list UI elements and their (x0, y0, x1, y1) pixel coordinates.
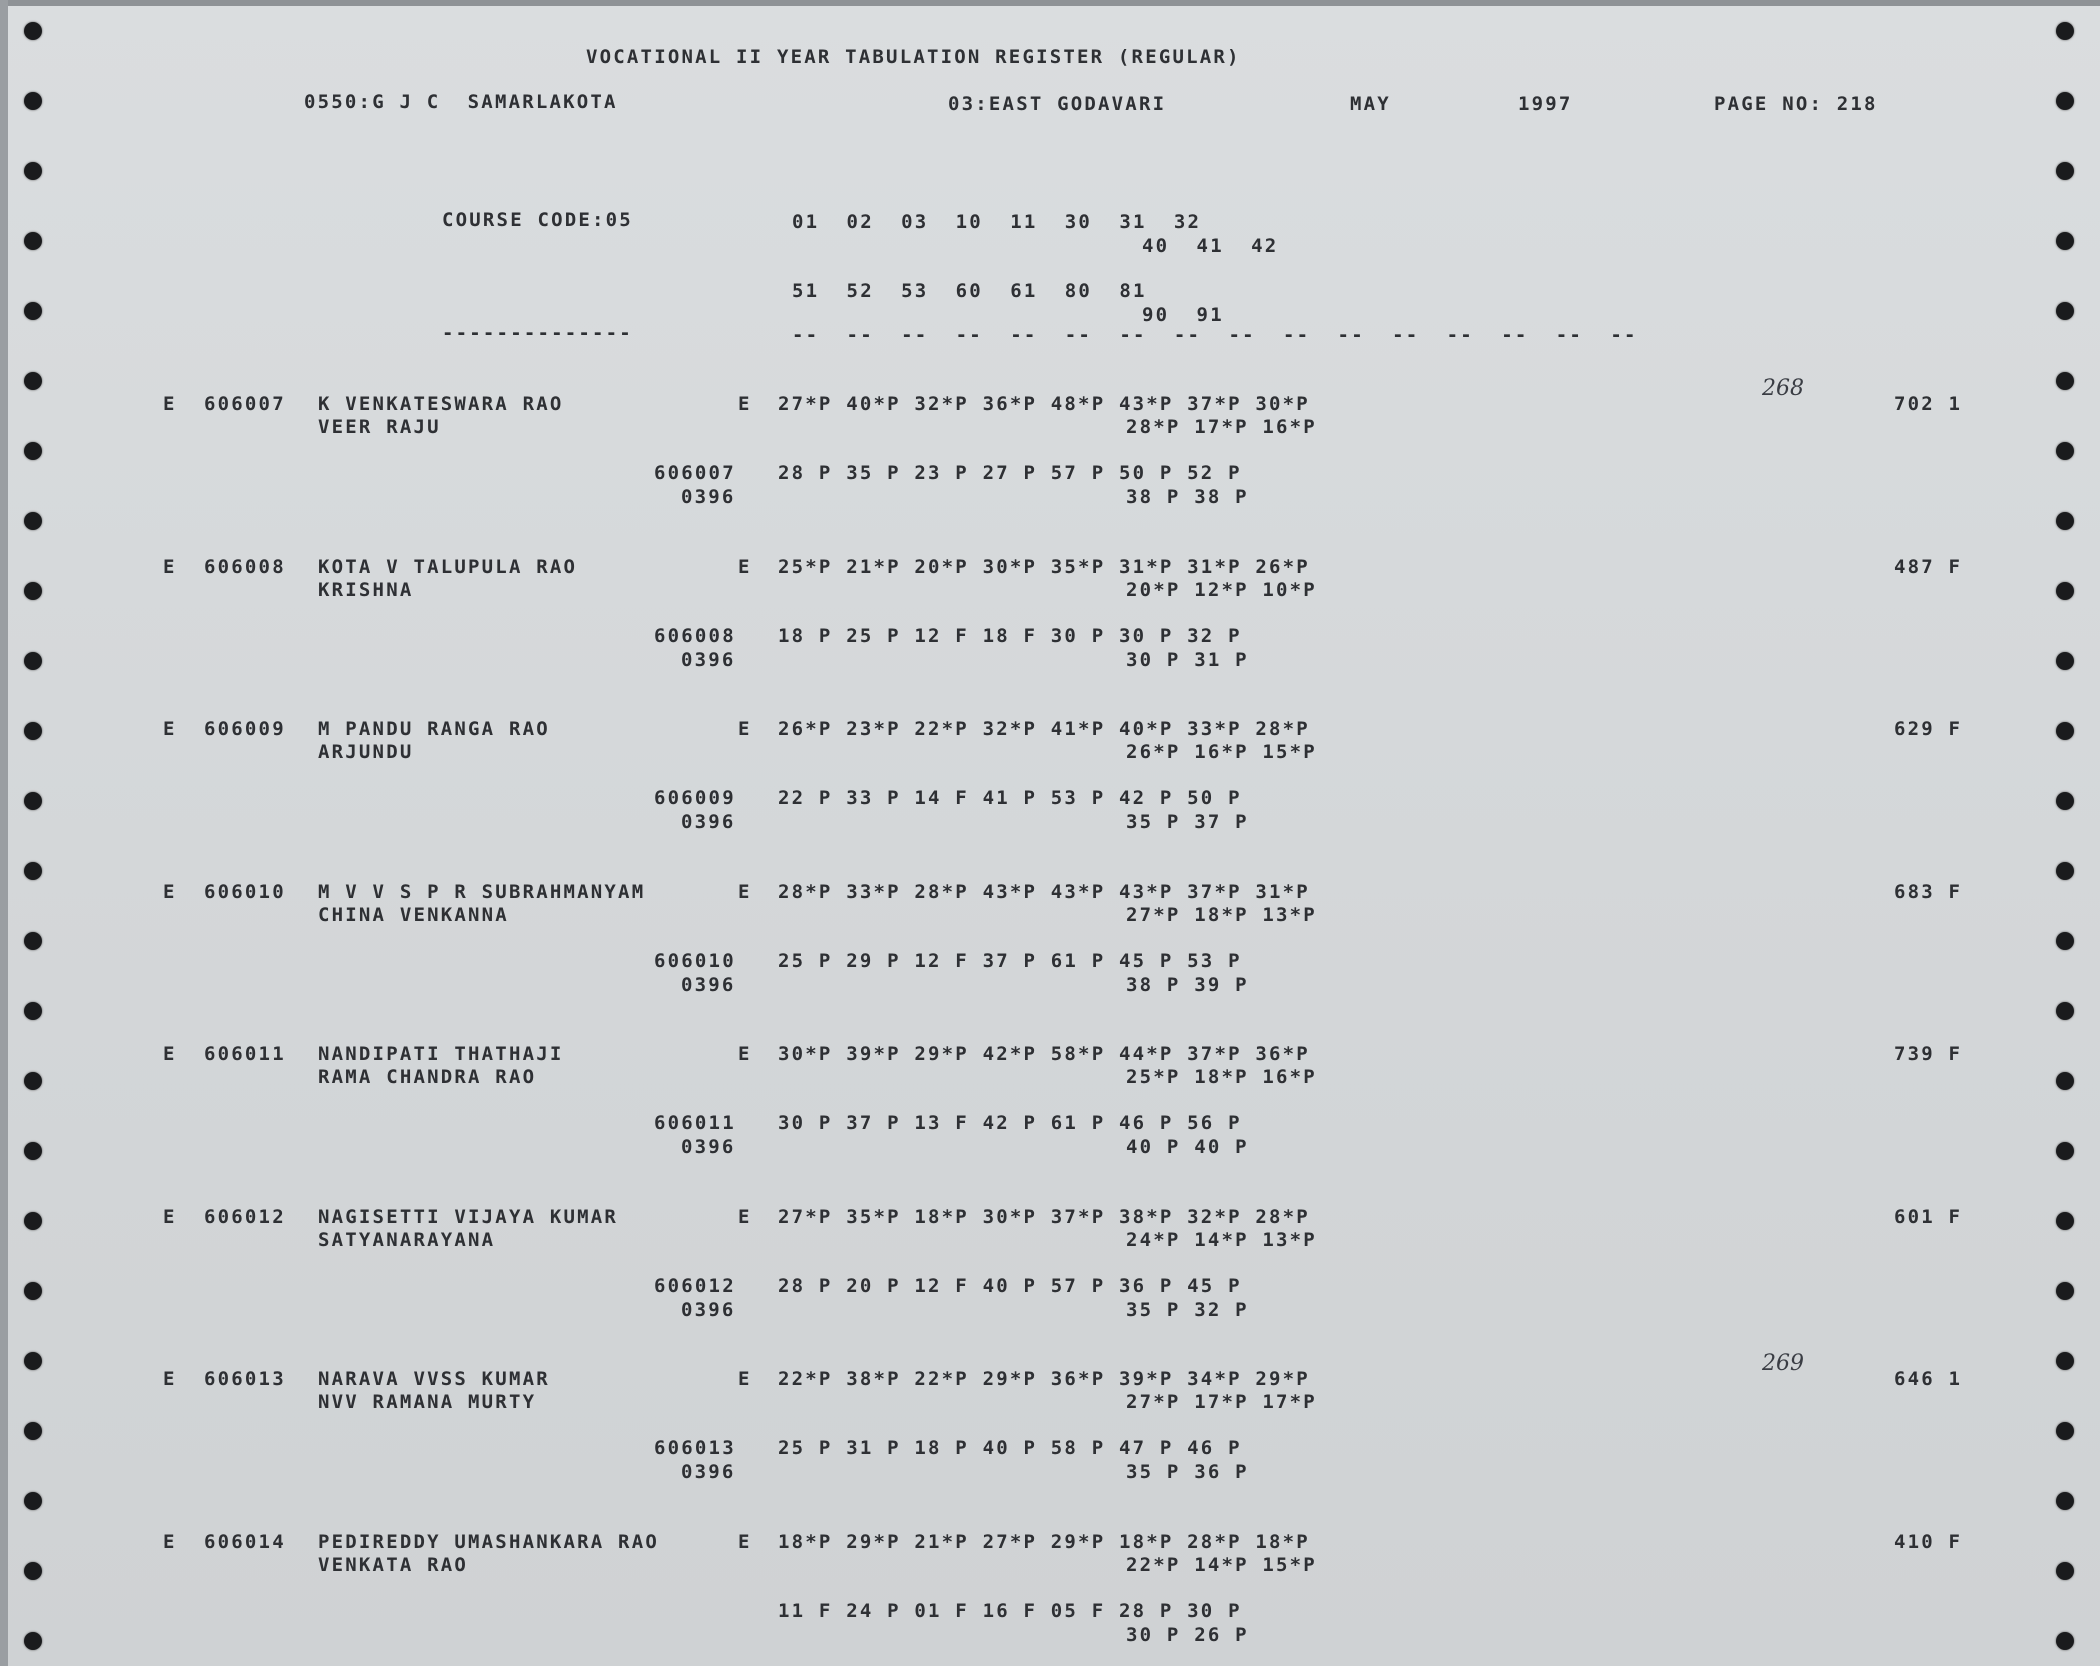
feed-hole (24, 1282, 42, 1300)
hall-ticket-number: 606011 (204, 1043, 286, 1065)
feed-hole (2056, 92, 2074, 110)
father-name: RAMA CHANDRA RAO (318, 1066, 537, 1088)
feed-hole (24, 1562, 42, 1580)
second-year-marks-cont: 35 P 36 P (1126, 1461, 1249, 1483)
record-category: E (163, 1043, 177, 1065)
grand-total: 683 F (1894, 880, 1963, 903)
pass-year: 0396 (681, 486, 736, 508)
student-name: NARAVA VVSS KUMAR (318, 1368, 550, 1390)
register-number: 606010 (654, 949, 736, 972)
grand-total: 629 F (1894, 718, 1963, 740)
student-name: NAGISETTI VIJAYA KUMAR (318, 1205, 619, 1228)
feed-hole (24, 302, 42, 320)
exam-type: E (738, 718, 752, 740)
pass-year: 0396 (681, 1461, 736, 1483)
grand-total: 646 1 (1894, 1368, 1963, 1390)
feed-hole (24, 442, 42, 460)
grand-total: 739 F (1894, 1043, 1963, 1065)
feed-hole (2056, 1212, 2074, 1230)
feed-hole (24, 162, 42, 180)
feed-hole (2056, 442, 2074, 460)
feed-hole (24, 1492, 42, 1510)
feed-hole (2056, 1492, 2074, 1510)
handwritten-annotation: 269 (1762, 1351, 1804, 1376)
feed-hole (24, 372, 42, 390)
feed-hole (2056, 1282, 2074, 1300)
feed-hole (24, 1002, 42, 1020)
student-name: M V V S P R SUBRAHMANYAM (318, 880, 646, 903)
first-year-marks: 27*P 35*P 18*P 30*P 37*P 38*P 32*P 28*P (778, 1205, 1310, 1228)
register-number: 606009 (654, 787, 736, 809)
page-number: PAGE NO: 218 (1714, 93, 1878, 115)
second-year-marks: 22 P 33 P 14 F 41 P 53 P 42 P 50 P (778, 787, 1242, 809)
hall-ticket-number: 606014 (204, 1530, 286, 1553)
second-year-marks: 28 P 35 P 23 P 27 P 57 P 50 P 52 P (778, 462, 1242, 484)
register-number: 606008 (654, 624, 736, 647)
feed-hole (24, 512, 42, 530)
first-year-marks: 27*P 40*P 32*P 36*P 48*P 43*P 37*P 30*P (778, 393, 1310, 415)
feed-hole (24, 792, 42, 810)
record-category: E (163, 1530, 177, 1553)
second-year-marks: 11 F 24 P 01 F 16 F 05 F 28 P 30 P (778, 1599, 1242, 1622)
feed-hole (2056, 302, 2074, 320)
father-name: KRISHNA (318, 578, 414, 601)
feed-hole (2056, 1142, 2074, 1160)
feed-hole (24, 722, 42, 740)
second-year-marks-cont: 30 P 26 P (1126, 1623, 1249, 1646)
subject-codes-row1: 01 02 03 10 11 30 31 32 (792, 211, 1202, 233)
first-year-marks-cont: 27*P 18*P 13*P (1126, 903, 1317, 926)
exam-type: E (738, 1530, 752, 1553)
feed-hole (2056, 372, 2074, 390)
feed-hole (2056, 722, 2074, 740)
first-year-marks-cont: 28*P 17*P 16*P (1126, 416, 1317, 438)
exam-year: 1997 (1518, 93, 1573, 115)
feed-hole (24, 1212, 42, 1230)
register-number: 606011 (654, 1112, 736, 1134)
handwritten-annotation: 268 (1762, 376, 1804, 401)
first-year-marks: 22*P 38*P 22*P 29*P 36*P 39*P 34*P 29*P (778, 1368, 1310, 1390)
register-number: 606012 (654, 1274, 736, 1297)
father-name: SATYANARAYANA (318, 1228, 496, 1251)
paper-left-edge (0, 0, 8, 1666)
register-number: 606007 (654, 462, 736, 484)
college-code: 0550:G J C SAMARLAKOTA (304, 91, 618, 113)
header-underline-columns: -- -- -- -- -- -- -- -- -- -- -- -- -- -- -- -- (792, 324, 1638, 346)
feed-hole (24, 1632, 42, 1650)
record-category: E (163, 1368, 177, 1390)
feed-hole (2056, 512, 2074, 530)
pass-year: 0396 (681, 811, 736, 833)
record-category: E (163, 393, 177, 415)
first-year-marks: 25*P 21*P 20*P 30*P 35*P 31*P 31*P 26*P (778, 555, 1310, 578)
first-year-marks-cont: 20*P 12*P 10*P (1126, 578, 1317, 601)
feed-hole (2056, 1562, 2074, 1580)
student-name: PEDIREDDY UMASHANKARA RAO (318, 1530, 659, 1553)
feed-hole (24, 1072, 42, 1090)
pass-year: 0396 (681, 648, 736, 671)
first-year-marks: 26*P 23*P 22*P 32*P 41*P 40*P 33*P 28*P (778, 718, 1310, 740)
feed-hole (2056, 862, 2074, 880)
student-name: M PANDU RANGA RAO (318, 718, 550, 740)
second-year-marks-cont: 35 P 32 P (1126, 1298, 1249, 1321)
feed-hole (2056, 652, 2074, 670)
pass-year: 0396 (681, 1136, 736, 1158)
feed-hole (2056, 232, 2074, 250)
feed-hole (24, 862, 42, 880)
second-year-marks: 25 P 29 P 12 F 37 P 61 P 45 P 53 P (778, 949, 1242, 972)
feed-hole (24, 22, 42, 40)
grand-total: 410 F (1894, 1530, 1963, 1553)
second-year-marks-cont: 38 P 38 P (1126, 486, 1249, 508)
first-year-marks-cont: 24*P 14*P 13*P (1126, 1228, 1317, 1251)
second-year-marks-cont: 30 P 31 P (1126, 648, 1249, 671)
hall-ticket-number: 606008 (204, 555, 286, 578)
header-underline-label: -------------- (442, 322, 633, 344)
father-name: VENKATA RAO (318, 1553, 469, 1576)
first-year-marks-cont: 26*P 16*P 15*P (1126, 741, 1317, 763)
feed-hole (24, 1352, 42, 1370)
father-name: CHINA VENKANNA (318, 903, 509, 926)
pass-year: 0396 (681, 1298, 736, 1321)
course-code-label: COURSE CODE:05 (442, 209, 633, 231)
student-name: KOTA V TALUPULA RAO (318, 555, 578, 578)
feed-hole (24, 92, 42, 110)
feed-hole (2056, 582, 2074, 600)
feed-hole (24, 932, 42, 950)
second-year-marks: 30 P 37 P 13 F 42 P 61 P 46 P 56 P (778, 1112, 1242, 1134)
subject-codes-row1-b: 40 41 42 (1142, 235, 1279, 257)
register-number: 606013 (654, 1437, 736, 1459)
exam-type: E (738, 393, 752, 415)
feed-hole (2056, 1422, 2074, 1440)
first-year-marks-cont: 22*P 14*P 15*P (1126, 1553, 1317, 1576)
hall-ticket-number: 606012 (204, 1205, 286, 1228)
subject-codes-row2: 51 52 53 60 61 80 81 (792, 280, 1147, 302)
record-category: E (163, 880, 177, 903)
feed-hole (24, 652, 42, 670)
feed-hole (24, 1422, 42, 1440)
second-year-marks: 18 P 25 P 12 F 18 F 30 P 30 P 32 P (778, 624, 1242, 647)
second-year-marks: 28 P 20 P 12 F 40 P 57 P 36 P 45 P (778, 1274, 1242, 1297)
first-year-marks: 28*P 33*P 28*P 43*P 43*P 43*P 37*P 31*P (778, 880, 1310, 903)
hall-ticket-number: 606013 (204, 1368, 286, 1390)
father-name: VEER RAJU (318, 416, 441, 438)
grand-total: 601 F (1894, 1205, 1963, 1228)
feed-hole (2056, 792, 2074, 810)
exam-type: E (738, 1205, 752, 1228)
feed-hole (2056, 1632, 2074, 1650)
hall-ticket-number: 606010 (204, 880, 286, 903)
feed-hole (24, 582, 42, 600)
feed-hole (2056, 1352, 2074, 1370)
second-year-marks: 25 P 31 P 18 P 40 P 58 P 47 P 46 P (778, 1437, 1242, 1459)
record-category: E (163, 555, 177, 578)
exam-month: MAY (1350, 93, 1391, 115)
first-year-marks-cont: 25*P 18*P 16*P (1126, 1066, 1317, 1088)
pass-year: 0396 (681, 973, 736, 996)
district: 03:EAST GODAVARI (948, 93, 1167, 115)
father-name: NVV RAMANA MURTY (318, 1391, 537, 1413)
father-name: ARJUNDU (318, 741, 414, 763)
exam-type: E (738, 555, 752, 578)
feed-hole (2056, 932, 2074, 950)
second-year-marks-cont: 38 P 39 P (1126, 973, 1249, 996)
exam-type: E (738, 880, 752, 903)
first-year-marks: 30*P 39*P 29*P 42*P 58*P 44*P 37*P 36*P (778, 1043, 1310, 1065)
hall-ticket-number: 606009 (204, 718, 286, 740)
exam-type: E (738, 1043, 752, 1065)
hall-ticket-number: 606007 (204, 393, 286, 415)
register-title: VOCATIONAL II YEAR TABULATION REGISTER (REGULAR) (586, 46, 1241, 68)
second-year-marks-cont: 35 P 37 P (1126, 811, 1249, 833)
feed-hole (24, 1142, 42, 1160)
subject-codes-row2-b: 90 91 (1142, 304, 1224, 326)
student-name: NANDIPATI THATHAJI (318, 1043, 564, 1065)
first-year-marks: 18*P 29*P 21*P 27*P 29*P 18*P 28*P 18*P (778, 1530, 1310, 1553)
grand-total: 702 1 (1894, 393, 1963, 415)
exam-type: E (738, 1368, 752, 1390)
feed-hole (2056, 162, 2074, 180)
feed-hole (24, 232, 42, 250)
grand-total: 487 F (1894, 555, 1963, 578)
feed-hole (2056, 1072, 2074, 1090)
feed-hole (2056, 1002, 2074, 1020)
feed-hole (2056, 22, 2074, 40)
second-year-marks-cont: 40 P 40 P (1126, 1136, 1249, 1158)
paper-top-edge (0, 0, 2100, 6)
student-name: K VENKATESWARA RAO (318, 393, 564, 415)
record-category: E (163, 718, 177, 740)
first-year-marks-cont: 27*P 17*P 17*P (1126, 1391, 1317, 1413)
record-category: E (163, 1205, 177, 1228)
